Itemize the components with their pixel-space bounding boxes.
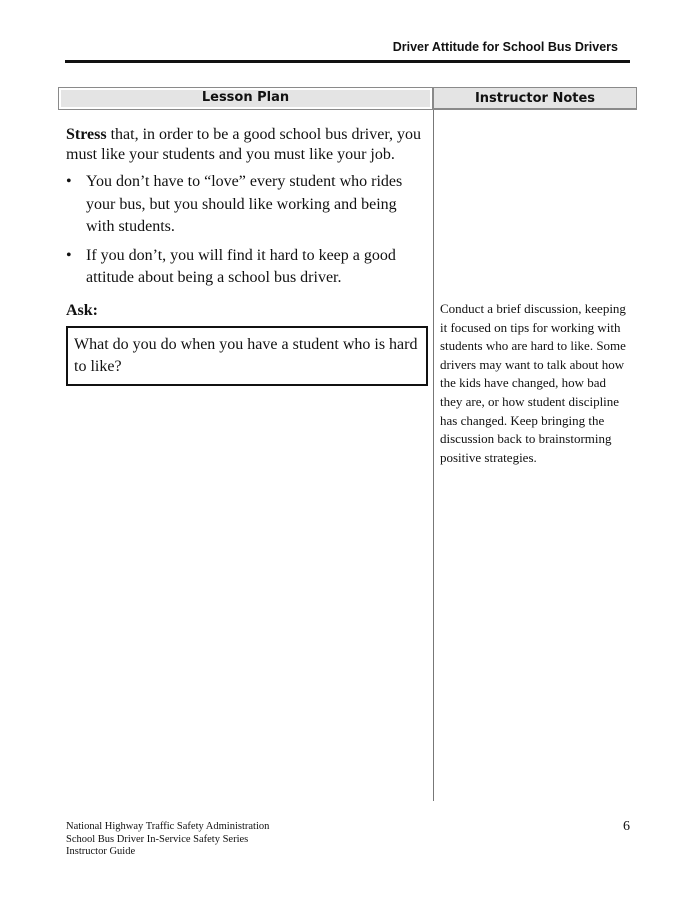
- ask-question-box: What do you do when you have a student who is hard to like?: [66, 326, 428, 386]
- bullet-text: You don’t have to “love” every student who rides your bus, but you should like working and being with students.: [86, 173, 403, 235]
- page-number: 6: [623, 819, 630, 834]
- bullet-icon: •: [66, 173, 72, 190]
- footer-line-agency: National Highway Traffic Safety Administration: [66, 821, 270, 832]
- ask-label: Ask:: [66, 302, 99, 319]
- stress-label: Stress: [66, 126, 107, 143]
- bullet-list: [66, 171, 428, 290]
- lesson-plan-content: [66, 125, 428, 296]
- stress-paragraph: [66, 125, 428, 165]
- bullet-item: [66, 171, 428, 239]
- bullet-item: [66, 245, 428, 290]
- bullet-icon: •: [66, 246, 72, 264]
- column-header-instructor-notes: Instructor Notes: [433, 87, 637, 110]
- header-rule: [65, 60, 630, 63]
- running-header-title: Driver Attitude for School Bus Drivers: [392, 40, 618, 54]
- lesson-plan-label: Lesson Plan: [61, 90, 430, 107]
- instructor-notes-text: Conduct a brief discussion, keeping it focused on tips for working with students who are hard to like. Some drivers may want to talk about how the kids have changed, how bad they are, or how student discipline has changed. Keep bringing the discussion back to brainstorming positive strategies.: [440, 301, 626, 465]
- column-header-lesson-plan: [58, 87, 433, 110]
- stress-text: that, in order to be a good school bus driver, you must like your students and you must like your job.: [66, 126, 421, 163]
- column-divider: [433, 110, 434, 801]
- footer: [66, 821, 269, 859]
- footer-line-guide: Instructor Guide: [66, 846, 136, 857]
- bullet-text: If you don’t, you will find it hard to keep a good attitude about being a school bus driver.: [86, 246, 396, 286]
- footer-line-series: School Bus Driver In-Service Safety Series: [66, 833, 249, 845]
